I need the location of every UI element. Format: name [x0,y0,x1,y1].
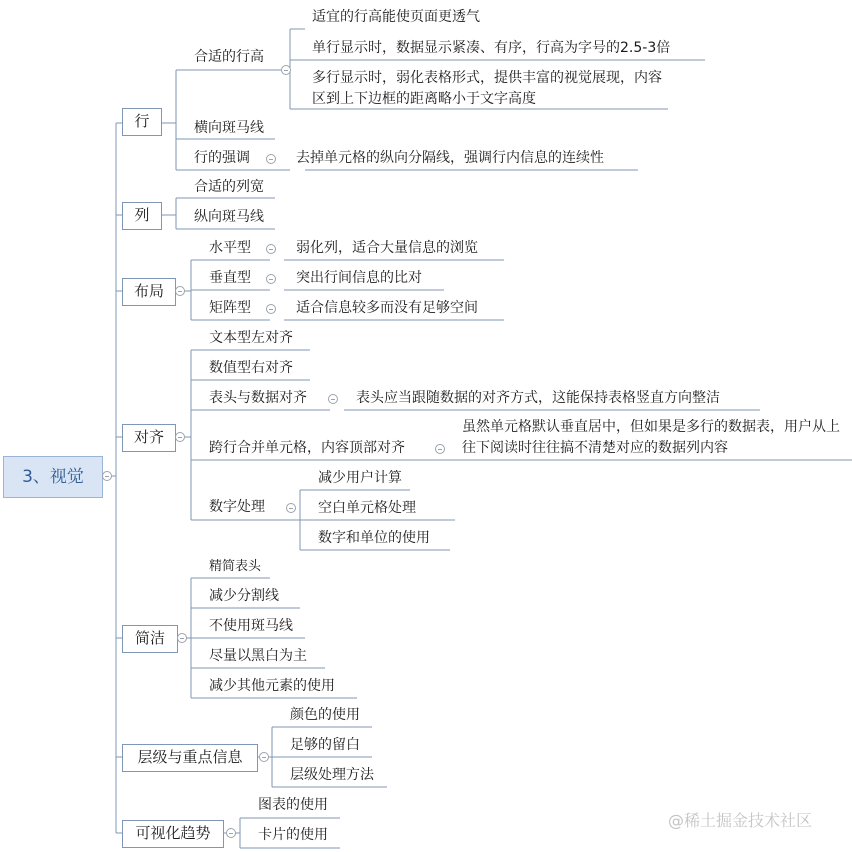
branch-align[interactable]: 对齐 [122,424,176,452]
align-item: 数值型右对齐 [209,360,293,376]
collapse-icon[interactable] [226,828,236,838]
layout-type: 水平型 [209,240,251,256]
watermark: @稀土掘金技术社区 [668,811,813,830]
collapse-icon[interactable] [328,394,338,404]
collapse-icon[interactable] [259,752,269,762]
visual-item: 卡片的使用 [258,827,328,843]
collapse-icon[interactable] [175,432,185,442]
row-fit-height: 合适的行高 [194,49,264,65]
visual-item: 图表的使用 [258,797,328,813]
collapse-icon[interactable] [281,65,291,75]
hierarchy-item: 足够的留白 [290,737,360,753]
layout-type: 矩阵型 [209,300,251,316]
branch-visual[interactable]: 可视化趋势 [122,820,224,848]
row-fit-height-item: 单行显示时，数据显示紧凑、有序，行高为字号的2.5-3倍 [312,40,671,56]
branch-hierarchy[interactable]: 层级与重点信息 [122,744,258,772]
collapse-icon[interactable] [435,444,445,454]
branch-row[interactable]: 行 [122,108,162,136]
align-item: 表头与数据对齐 [209,390,307,406]
align-item: 跨行合并单元格，内容顶部对齐 [209,440,405,456]
collapse-icon[interactable] [177,633,187,643]
collapse-icon[interactable] [266,274,276,284]
simple-item: 尽量以黑白为主 [209,648,307,664]
branch-column[interactable]: 列 [122,202,162,230]
collapse-icon[interactable] [266,244,276,254]
simple-item: 精简表头 [209,559,262,574]
number-item: 减少用户计算 [318,470,402,486]
collapse-icon[interactable] [286,503,296,513]
hierarchy-item: 层级处理方法 [290,767,374,783]
align-detail: 表头应当跟随数据的对齐方式，这能保持表格竖直方向整洁 [356,390,720,406]
number-item: 空白单元格处理 [318,500,416,516]
row-emphasis-detail: 去掉单元格的纵向分隔线，强调行内信息的连续性 [296,150,604,166]
number-item: 数字和单位的使用 [318,530,430,546]
align-item: 文本型左对齐 [209,330,293,346]
collapse-icon[interactable] [266,304,276,314]
align-detail: 虽然单元格默认垂直居中，但如果是多行的数据表，用户从上往下阅读时往往搞不清楚对应的数据列内容 [462,419,840,456]
layout-type: 垂直型 [209,270,251,286]
hierarchy-item: 颜色的使用 [290,707,360,723]
layout-detail: 弱化列，适合大量信息的浏览 [296,240,478,256]
column-item: 纵向斑马线 [194,209,264,225]
row-zebra: 横向斑马线 [194,120,264,136]
root-node[interactable]: 3、视觉 [3,456,103,498]
collapse-icon[interactable] [102,471,112,481]
branch-simple[interactable]: 简洁 [122,625,178,653]
row-fit-height-item: 多行显示时，弱化表格形式，提供丰富的视觉展现，内容区到上下边框的距离略小于文字高度 [312,70,662,107]
simple-item: 减少其他元素的使用 [209,678,335,694]
collapse-icon[interactable] [266,154,276,164]
simple-item: 减少分割线 [209,588,279,604]
collapse-icon[interactable] [175,286,185,296]
row-emphasis: 行的强调 [194,150,250,166]
row-fit-height-item: 适宜的行高能使页面更透气 [312,9,480,25]
layout-detail: 突出行间信息的比对 [296,270,422,286]
layout-detail: 适合信息较多而没有足够空间 [296,300,478,316]
simple-item: 不使用斑马线 [209,618,293,634]
column-item: 合适的列宽 [194,179,264,195]
align-item: 数字处理 [209,499,265,515]
branch-layout[interactable]: 布局 [122,278,176,306]
